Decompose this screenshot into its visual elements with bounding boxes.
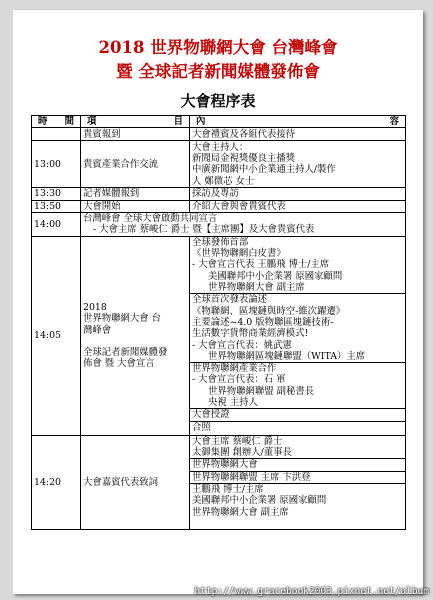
section-blockchain: 全球首次發表論述 《物聯網、區塊鏈與時空-維次躍遷》 主要論述~4.0 版物聯區塊鏈技術- 生活數字貨幣商業經濟模式! - 大會宣言代表：姚武憲 世界物聯網區塊鏈聯盟（WITA）主席 [190, 294, 405, 363]
table-row [32, 128, 406, 141]
row-item: 貴賓報到 [81, 128, 190, 141]
row-time: 14:20 [32, 435, 81, 529]
row-content: 介紹大會與會貴賓代表 [190, 200, 406, 212]
row-item: 記者媒體報到 [81, 188, 190, 200]
header-item: 項 目 [81, 116, 190, 128]
title-line-1: 2018 世界物聯網大會 台灣峰會 [98, 38, 338, 57]
content-sections [190, 436, 405, 518]
row-item: 大會嘉賓代表致詞 [81, 435, 190, 529]
row-time: 14:05 [32, 236, 81, 435]
section-whitepaper: 全球發佈首部 《世界物聯網白皮書》 - 大會宣言代表 王鵬飛 博士/主席 美國聯邦中小企業署 原國家顧問 世界物聯網大會 副主席 [190, 237, 405, 294]
row-item-merged: 台灣峰會 全球大會啟動共同宣言 - 大會主席 蔡峻仁 爵士 暨【主席團】及大會貴賓代表 [81, 212, 406, 236]
table-row [32, 212, 406, 236]
row-time: 13:30 [32, 188, 81, 200]
table-row [32, 188, 406, 200]
table-row [32, 141, 406, 188]
section-industry: 世界物聯網產業合作 - 大會宣言代表：石 軍 世界物聯網聯盟 副秘書長 央視 主持人 [190, 363, 405, 409]
document-page [13, 10, 423, 594]
table-row [32, 200, 406, 212]
section-vice-chair: 王鵬飛 博士/主席 美國聯邦中小企業署 原國家顧問 世界物聯網大會 副主席 [192, 484, 327, 518]
row-content: 大會主持人： 新聞局金視獎優良主播獎 中廣新聞網中小企業通主持人/製作 人 鄭微芯 女士 [190, 141, 406, 188]
row-item: 2018 世界物聯網大會 台 灣峰會 全球記者新聞媒體發 佈會 暨 大會宣言 [81, 236, 190, 435]
table-header-row [32, 116, 406, 128]
row-content-sections [190, 435, 406, 529]
section-alliance: 世界物聯網聯盟 主席 卞洪登 [190, 471, 405, 483]
table-row [32, 435, 406, 529]
url-watermark: http://www.gracebook2003.pixnet.net/album [194, 586, 429, 597]
row-content: 採訪及專訪 [190, 188, 406, 200]
section-congress: 世界物聯網大會 [190, 459, 405, 471]
row-time: 13:50 [32, 200, 81, 212]
header-content: 內 容 [190, 116, 406, 128]
row-content-sections [190, 236, 406, 435]
row-time [32, 128, 81, 141]
section-chairman: 大會主席 蔡峻仁 爵士 太御集團 創辦人/董事長 [190, 436, 405, 459]
title-line-2: 暨 全球記者新聞媒體發佈會 [116, 62, 320, 81]
row-time: 14:00 [32, 212, 81, 236]
program-subtitle: 大會程序表 [180, 92, 256, 110]
header-time: 時 間 [32, 116, 81, 128]
section-photo: 合照 [192, 421, 211, 433]
row-time: 13:00 [32, 141, 81, 188]
content-sections [190, 237, 405, 433]
program-table [31, 115, 406, 530]
table-row [32, 236, 406, 435]
section-award: 大會授證 [190, 409, 405, 421]
row-item: 貴賓產業合作交流 [81, 141, 190, 188]
row-content: 大會禮賓及各組代表接待 [190, 128, 406, 141]
row-item: 大會開始 [81, 200, 190, 212]
